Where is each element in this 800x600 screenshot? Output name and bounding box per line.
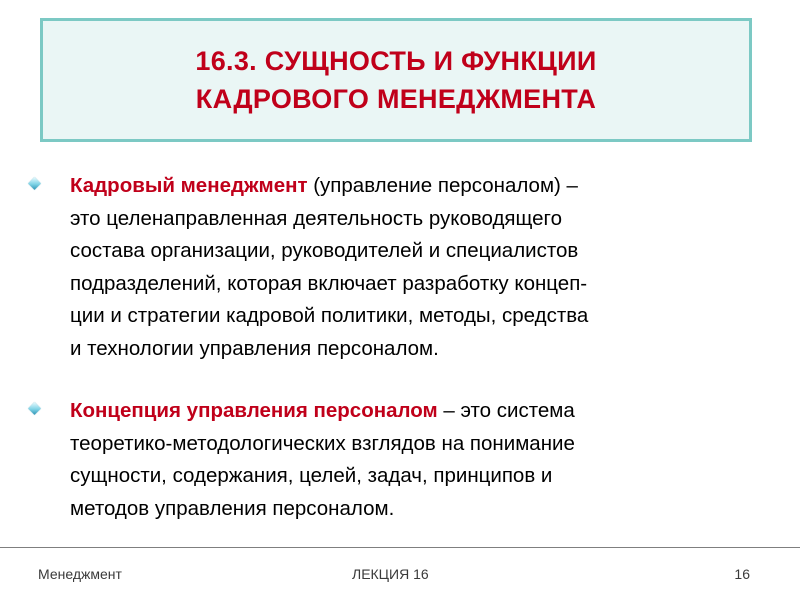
paragraph-line: состава организации, руководителей и специалистов bbox=[70, 239, 579, 262]
paragraph-text: – это система bbox=[437, 399, 575, 422]
title-line-1: 16.3. СУЩНОСТЬ И ФУНКЦИИ bbox=[195, 46, 597, 76]
diamond-bullet-icon bbox=[28, 402, 41, 415]
footer-subject: Менеджмент bbox=[38, 566, 122, 582]
bullet-term: Концепция управления персоналом bbox=[70, 399, 438, 422]
bullet-paragraph bbox=[70, 170, 770, 365]
title-box bbox=[40, 18, 752, 142]
paragraph-line: ции и стратегии кадровой политики, методы, средства bbox=[70, 304, 589, 327]
footer-page-number: 16 bbox=[734, 566, 750, 582]
bullet-term: Кадровый менеджмент bbox=[70, 174, 308, 197]
bullet-paragraph bbox=[70, 395, 770, 525]
footer-lecture: ЛЕКЦИЯ 16 bbox=[352, 566, 429, 582]
paragraph-line: сущности, содержания, целей, задач, принципов и bbox=[70, 464, 553, 487]
paragraph-line: и технологии управления персоналом. bbox=[70, 336, 439, 360]
title-line-2: КАДРОВОГО МЕНЕДЖМЕНТА bbox=[195, 84, 597, 114]
paragraph-line: теоретико-методологических взглядов на понимание bbox=[70, 431, 575, 455]
paragraph-line bbox=[70, 395, 770, 428]
footer-divider bbox=[0, 547, 800, 548]
paragraph-line bbox=[70, 170, 770, 203]
paragraph-line: подразделений, которая включает разработку концеп- bbox=[70, 271, 588, 295]
paragraph-line: это целенаправленная деятельность руководящего bbox=[70, 206, 562, 230]
paragraph-line: методов управления персоналом. bbox=[70, 496, 395, 520]
diamond-bullet-icon bbox=[28, 177, 41, 190]
paragraph-text: (управление персоналом) – bbox=[307, 174, 578, 197]
